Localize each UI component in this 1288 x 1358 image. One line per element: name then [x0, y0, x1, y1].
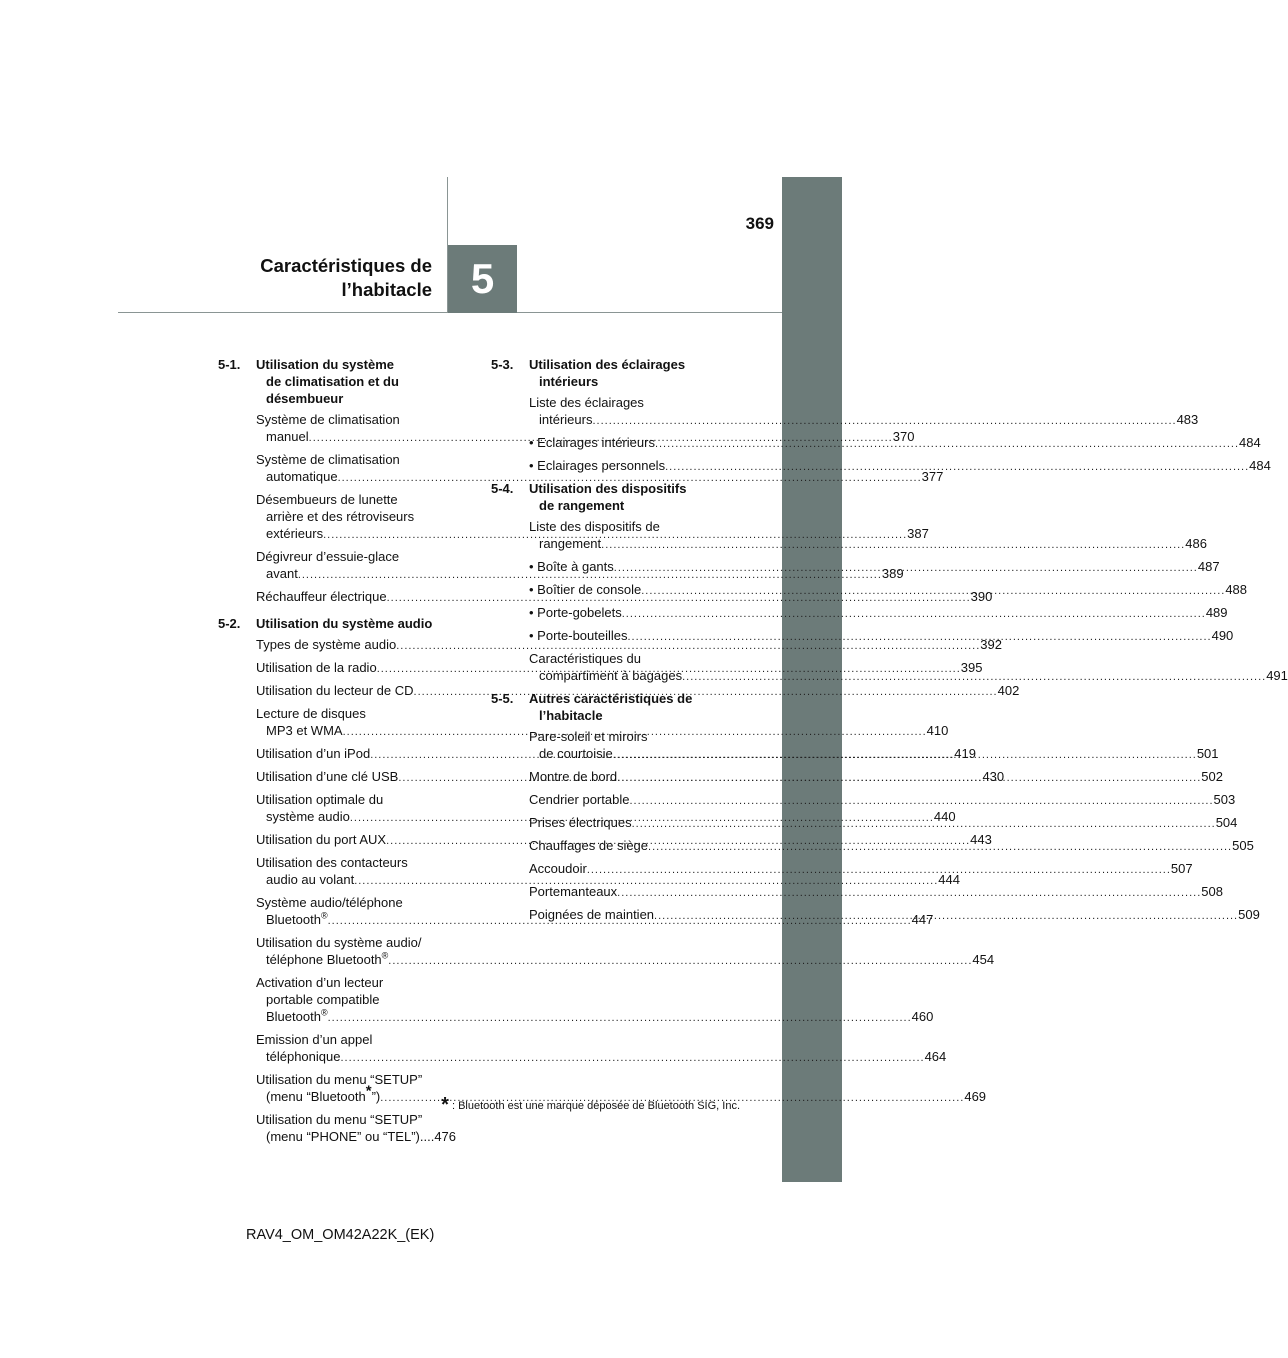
document-code: RAV4_OM_OM42A22K_(EK) — [246, 1227, 435, 1243]
toc-entry[interactable]: Utilisation d’une clé USB..... 430 — [218, 768, 466, 787]
toc-entry[interactable]: Système de climatisation automatique..... 377 — [218, 451, 466, 487]
toc-entry[interactable]: Dégivreur d’essuie-glace avant..... 389 — [218, 548, 466, 584]
toc-entry[interactable]: Cendrier portable..... 503 — [491, 791, 739, 810]
toc-entry[interactable]: Pare-soleil et miroirs de courtoisie..... 501 — [491, 728, 739, 764]
chapter-title — [160, 254, 432, 302]
footnote-text: : Bluetooth est une marque déposée de Bluetooth SIG, Inc. — [451, 1100, 740, 1112]
toc-entry[interactable]: • Porte-bouteilles..... 490 — [491, 627, 739, 646]
toc-entry[interactable]: Utilisation du menu “SETUP” (menu “Bluetooth*”)..... 469 — [218, 1071, 466, 1107]
toc-entry[interactable]: Utilisation de la radio..... 395 — [218, 659, 466, 678]
toc-entry[interactable]: Accoudoir..... 507 — [491, 860, 739, 879]
chapter-title-line1: Caractéristiques de — [260, 255, 432, 276]
toc-entry[interactable]: Utilisation d’un iPod..... 419 — [218, 745, 466, 764]
toc-entry[interactable]: Prises électriques..... 504 — [491, 814, 739, 833]
toc-section-5-4[interactable]: 5-4. Utilisation des dispositifs de rangement — [491, 481, 687, 513]
toc-section-5-1[interactable]: 5-1. Utilisation du système de climatisation et du désembueur — [218, 357, 399, 406]
toc-entry[interactable]: Utilisation du lecteur de CD..... 402 — [218, 682, 466, 701]
toc-section-5-5[interactable]: 5-5. Autres caractéristiques de l’habitacle — [491, 691, 693, 723]
footnote — [410, 1094, 740, 1117]
toc-entry[interactable]: Système de climatisation manuel..... 370 — [218, 411, 466, 447]
toc-entry[interactable]: Désembueurs de lunette arrière et des rétroviseurs extérieurs..... 387 — [218, 491, 466, 544]
toc-entry[interactable]: Liste des dispositifs de rangement..... 486 — [491, 518, 739, 554]
toc-entry[interactable]: Emission d’un appel téléphonique..... 464 — [218, 1031, 466, 1067]
toc-entry[interactable]: Caractéristiques du compartiment à bagages..... 491 — [491, 650, 739, 686]
toc-entry[interactable]: Utilisation optimale du système audio..... 440 — [218, 791, 466, 827]
toc-entry[interactable]: Utilisation du système audio/ téléphone Bluetooth®..... 454 — [218, 934, 466, 970]
toc-entry[interactable]: Montre de bord..... 502 — [491, 768, 739, 787]
toc-entry[interactable]: • Eclairages personnels..... 484 — [491, 457, 739, 476]
toc-section-5-3[interactable]: 5-3. Utilisation des éclairages intérieurs — [491, 357, 686, 389]
footnote-star: * — [441, 1094, 449, 1116]
toc-entry[interactable]: Types de système audio..... 392 — [218, 636, 466, 655]
toc-section-5-2[interactable]: 5-2. Utilisation du système audio — [218, 616, 433, 631]
toc-entry[interactable]: Portemanteaux..... 508 — [491, 883, 739, 902]
toc-entry[interactable]: • Porte-gobelets..... 489 — [491, 604, 739, 623]
toc-entry[interactable]: Réchauffeur électrique..... 390 — [218, 588, 466, 607]
toc-entry[interactable]: Utilisation du port AUX..... 443 — [218, 831, 466, 850]
toc-entry[interactable]: Liste des éclairages intérieurs..... 483 — [491, 394, 739, 430]
toc-entry[interactable]: Système audio/téléphone Bluetooth®..... 447 — [218, 894, 466, 930]
toc-entry[interactable]: Utilisation des contacteurs audio au volant..... 444 — [218, 854, 466, 890]
toc-entry[interactable]: Utilisation du menu “SETUP” (menu “PHONE” ou “TEL”)....476 — [256, 1112, 457, 1144]
page-number: 369 — [745, 214, 774, 233]
chapter-number-badge: 5 — [448, 245, 517, 313]
toc-entry[interactable]: Chauffages de siège..... 505 — [491, 837, 739, 856]
toc-entry[interactable]: Poignées de maintien..... 509 — [491, 906, 739, 925]
toc-entry[interactable]: • Boîte à gants..... 487 — [491, 558, 739, 577]
toc-entry[interactable]: Activation d’un lecteur portable compatible Bluetooth®..... 460 — [218, 974, 466, 1027]
toc-entry[interactable]: • Boîtier de console..... 488 — [491, 581, 739, 600]
toc-entry[interactable]: Lecture de disques MP3 et WMA..... 410 — [218, 705, 466, 741]
chapter-title-line2: l’habitacle — [341, 279, 432, 300]
toc-entry[interactable]: • Eclairages intérieurs..... 484 — [491, 434, 739, 453]
